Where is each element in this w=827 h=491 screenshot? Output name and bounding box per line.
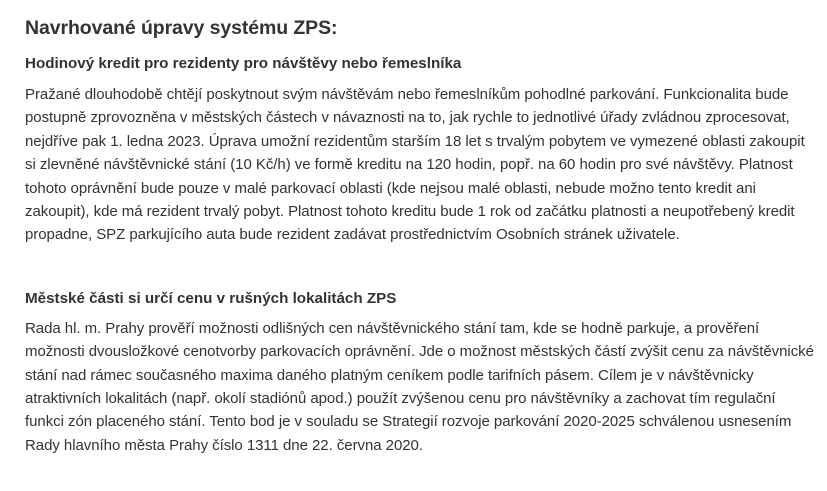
- page-title: Navrhované úpravy systému ZPS:: [25, 17, 338, 39]
- section-paragraph: Pražané dlouhodobě chtějí poskytnout svým návštěvám nebo řemeslníkům pohodlné parkování. Funkcionalita bude postupně zprovozněna v městských částech v návaznosti na to, jak rychle to jednotlivé úřady zvládnou zprocesovat, nejdříve pak 1. ledna 2023. Úprava umožní rezidentům starším 18 let s trvalým pobytem ve vymezené oblasti zakoupit si zlevněné návštěvnické stání (10 Kč/h) ve formě kreditu na 120 hodin, popř. na 60 hodin pro své návštěvy. Platnost tohoto oprávnění bude pouze v malé parkovací oblasti (kde nejsou malé oblasti, nebude možno tento kredit ani zakoupit), kde má rezident trvalý pobyt. Platnost tohoto kreditu bude 1 rok od začátku platnosti a neupotřebený kredit propadne, SPZ parkujícího auta bude rezident zadávat prostřednictvím Osobních stránek uživatele.: [25, 86, 805, 244]
- section-heading: Městské části si určí cenu v rušných lokalitách ZPS: [25, 289, 397, 307]
- section-district-pricing: [25, 289, 815, 457]
- section-heading: Hodinový kredit pro rezidenty pro návštěvy nebo řemeslníka: [25, 55, 462, 72]
- section-paragraph: Rada hl. m. Prahy prověří možnosti odlišných cen návštěvnického stání tam, kde se hodně parkuje, a prověření možnosti dvousložkové cenotvorby parkovacích oprávnění. Jde o možnost městských částí zvýšit cenu za návštěvnické stání nad rámec současného maxima daného platným ceníkem podle tarifních pásem. Cílem je v návštěvnicky atraktivních lokalitách (např. okolí stadiónů apod.) použít zvýšenou cenu pro návštěvníky a zachovat tím regulační funkci zón placeného stání. Tento bod je v souladu se Strategií rozvoje parkování 2020-2025 schválenou usnesením Rady hlavního města Prahy číslo 1311 dne 22. června 2020.: [25, 319, 814, 454]
- section-resident-credit: [25, 54, 815, 247]
